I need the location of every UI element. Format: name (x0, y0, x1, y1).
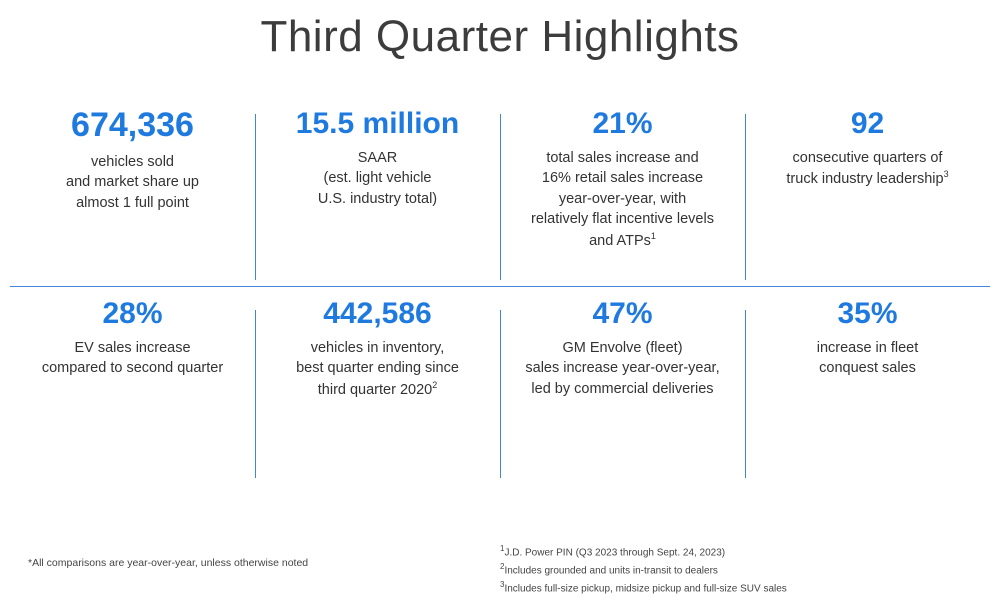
highlights-row-2 (10, 286, 990, 478)
footnote-marker: 3 (500, 579, 505, 589)
desc-line: relatively flat incentive levels (531, 211, 714, 228)
desc-line: truck industry leadership (786, 170, 944, 187)
stat-value: 21% (592, 107, 653, 140)
footnote-marker: 1 (650, 230, 656, 241)
desc-line-with-footnote (296, 379, 459, 400)
desc-line: conquest sales (819, 360, 916, 377)
footnote-text: Includes full-size pickup, midsize pickup and full-size SUV sales (504, 582, 787, 594)
stat-description (66, 152, 199, 214)
footnote-item (500, 543, 787, 561)
desc-line: (est. light vehicle (323, 170, 432, 187)
desc-line: EV sales increase (74, 339, 191, 356)
desc-line: increase in fleet (816, 339, 919, 356)
stat-value: 47% (592, 297, 653, 330)
desc-line: total sales increase and (546, 149, 699, 166)
desc-line: led by commercial deliveries (531, 380, 714, 397)
stat-value: 442,586 (323, 297, 432, 330)
desc-line: sales increase year-over-year, (525, 360, 720, 377)
footnote-marker: 2 (432, 379, 438, 390)
highlight-cell-truck-leadership (745, 108, 990, 286)
stat-description (42, 338, 223, 379)
desc-line: and ATPs (589, 232, 651, 249)
page-title: Third Quarter Highlights (260, 12, 740, 61)
highlight-cell-inventory (255, 298, 500, 478)
highlights-row-1 (10, 108, 990, 286)
cell-divider (500, 114, 501, 280)
desc-line: U.S. industry total) (317, 190, 438, 207)
stat-value: 28% (102, 297, 163, 330)
stat-value: 15.5 million (295, 107, 460, 140)
highlight-cell-saar (255, 108, 500, 286)
footnote-marker: 3 (943, 169, 949, 180)
desc-line: SAAR (357, 149, 398, 166)
desc-line: best quarter ending since (296, 360, 459, 377)
stat-value: 674,336 (71, 106, 194, 144)
footnote-comparisons: *All comparisons are year-over-year, unless otherwise noted (28, 557, 309, 569)
stat-description (318, 148, 437, 210)
footnote-marker: 2 (500, 561, 505, 571)
desc-line-with-footnote (786, 168, 948, 189)
desc-line: year-over-year, with (558, 190, 687, 207)
desc-line: vehicles sold (90, 153, 174, 170)
footnote-marker: 1 (500, 544, 505, 553)
highlights-grid (10, 108, 990, 478)
cell-divider (745, 310, 746, 478)
stat-description (296, 338, 459, 401)
stat-description (786, 148, 948, 190)
desc-line: third quarter 2020 (317, 381, 433, 398)
highlight-cell-fleet-conquest (745, 298, 990, 478)
stat-value: 92 (850, 107, 885, 140)
highlight-cell-gm-envolve (500, 298, 745, 478)
desc-line: and market share up (66, 174, 199, 191)
footnotes-list (500, 543, 787, 596)
footnote-text: J.D. Power PIN (Q3 2023 through Sept. 24, 2023) (504, 547, 726, 559)
highlight-cell-ev-sales (10, 298, 255, 478)
highlight-cell-vehicles-sold (10, 108, 255, 286)
stat-value: 35% (837, 297, 898, 330)
desc-line: vehicles in inventory, (310, 339, 445, 356)
cell-divider (500, 310, 501, 478)
footnote-item (500, 579, 787, 597)
cell-divider (255, 114, 256, 280)
stat-description (531, 148, 714, 252)
desc-line: almost 1 full point (76, 194, 189, 211)
desc-line: 16% retail sales increase (541, 170, 704, 187)
stat-description (525, 338, 719, 400)
desc-line-with-footnote (531, 230, 714, 251)
highlight-cell-total-sales-increase (500, 108, 745, 286)
cell-divider (255, 310, 256, 478)
cell-divider (745, 114, 746, 280)
footnote-item (500, 561, 787, 579)
footnote-text: Includes grounded and units in-transit to dealers (504, 565, 718, 577)
desc-line: consecutive quarters of (792, 149, 943, 166)
desc-line: compared to second quarter (41, 360, 224, 377)
stat-description (817, 338, 919, 379)
desc-line: GM Envolve (fleet) (562, 339, 683, 356)
